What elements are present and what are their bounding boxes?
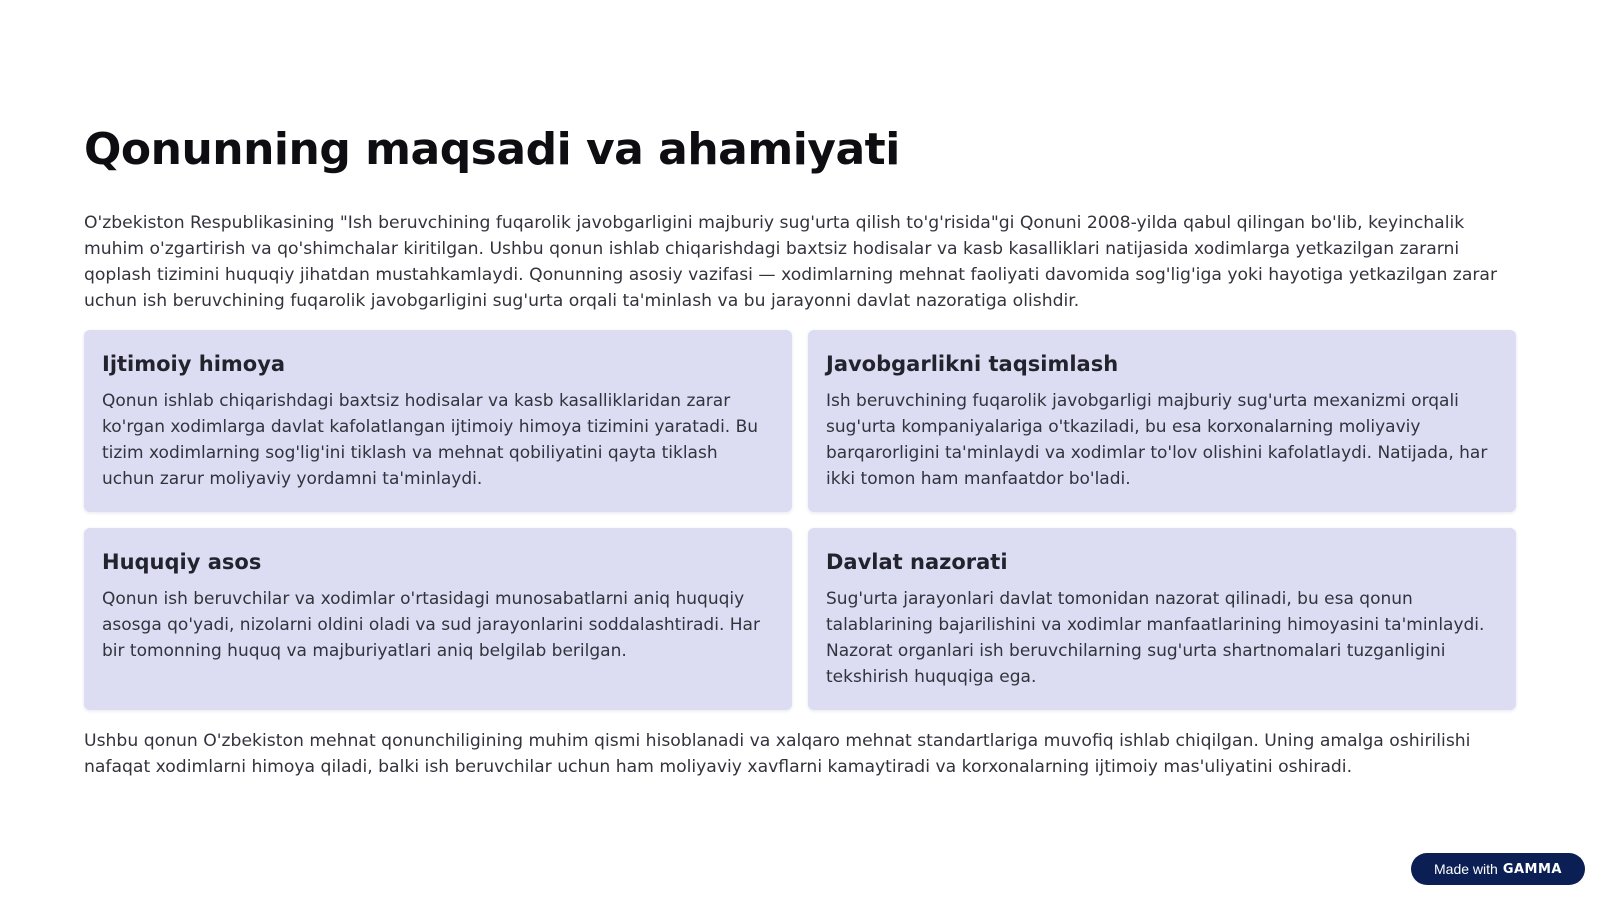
slide-content — [84, 120, 1518, 780]
card-huquqiy-asos — [84, 528, 792, 710]
card-title: Davlat nazorati — [826, 550, 1008, 574]
card-title: Javobgarlikni taqsimlash — [826, 352, 1119, 376]
card-text: Qonun ish beruvchilar va xodimlar o'rtasidagi munosabatlarni aniq huquqiy asosga qo'yadi, nizolarni oldini oladi va sud jarayonlarini soddalashtiradi. Har bir tomonning huquq va majburiyatlari aniq belgilab berilgan. — [102, 589, 760, 661]
card-text: Qonun ishlab chiqarishdagi baxtsiz hodisalar va kasb kasalliklaridan zarar ko'rgan xodimlarga davlat kafolatlangan ijtimoiy himoya tizimini yaratadi. Bu tizim xodimlarning sog'lig'ini tiklash va mehnat qobiliyatini qayta tiklash uchun zarur moliyaviy yordamni ta'minlaydi. — [102, 391, 759, 489]
card-text: Ish beruvchining fuqarolik javobgarligi majburiy sug'urta mexanizmi orqali sug'urta kompaniyalariga o'tkaziladi, bu esa korxonalarning moliyaviy barqarorligini ta'minlaydi va xodimlar to'lov olishini kafolatlaydi. Natijada, har ikki tomon ham manfaatdor bo'ladi. — [826, 391, 1488, 489]
slide-title: Qonunning maqsadi va ahamiyati — [84, 124, 900, 175]
card-title: Ijtimoiy himoya — [102, 352, 286, 376]
gamma-logo: GAMMA — [1502, 861, 1562, 877]
card-title: Huquqiy asos — [102, 550, 262, 574]
made-with-gamma-badge[interactable] — [1411, 853, 1585, 885]
card-ijtimoiy-himoya — [84, 330, 792, 512]
card-davlat-nazorati — [808, 528, 1516, 710]
intro-paragraph: O'zbekiston Respublikasining "Ish beruvchining fuqarolik javobgarligini majburiy sug'urta qilish to'g'risida"gi Qonuni 2008-yilda qabul qilingan bo'lib, keyinchalik muhim o'zgartirish va qo'shimchalar kiritilgan. Ushbu qonun ishlab chiqarishdagi baxtsiz hodisalar va kasb kasalliklari natijasida xodimlarga yetkazilgan zararni qoplash tizimini huquqiy jihatdan mustahkamlaydi. Qonunning asosiy vazifasi — xodimlarning mehnat faoliyati davomida sog'lig'iga yoki hayotiga yetkazilgan zarar uchun ish beruvchining fuqarolik javobgarligini sug'urta orqali ta'minlash va bu jarayonni davlat nazoratiga olishdir. — [84, 213, 1498, 311]
card-text: Sug'urta jarayonlari davlat tomonidan nazorat qilinadi, bu esa qonun talablarining bajarilishini va xodimlar manfaatlarining himoyasini ta'minlaydi. Nazorat organlari ish beruvchilarning sug'urta shartnomalari tuzganligini tekshirish huquqiga ega. — [826, 589, 1485, 687]
outro-paragraph: Ushbu qonun O'zbekiston mehnat qonunchiligining muhim qismi hisoblanadi va xalqaro mehnat standartlariga muvofiq ishlab chiqilgan. Uning amalga oshirilishi nafaqat xodimlarni himoya qiladi, balki ish beruvchilar uchun ham moliyaviy xavflarni kamaytiradi va korxonalarning ijtimoiy mas'uliyatini oshiradi. — [84, 731, 1471, 777]
cards-grid — [84, 330, 1518, 710]
card-javobgarlikni-taqsimlash — [808, 330, 1516, 512]
badge-prefix: Made with — [1434, 861, 1498, 877]
